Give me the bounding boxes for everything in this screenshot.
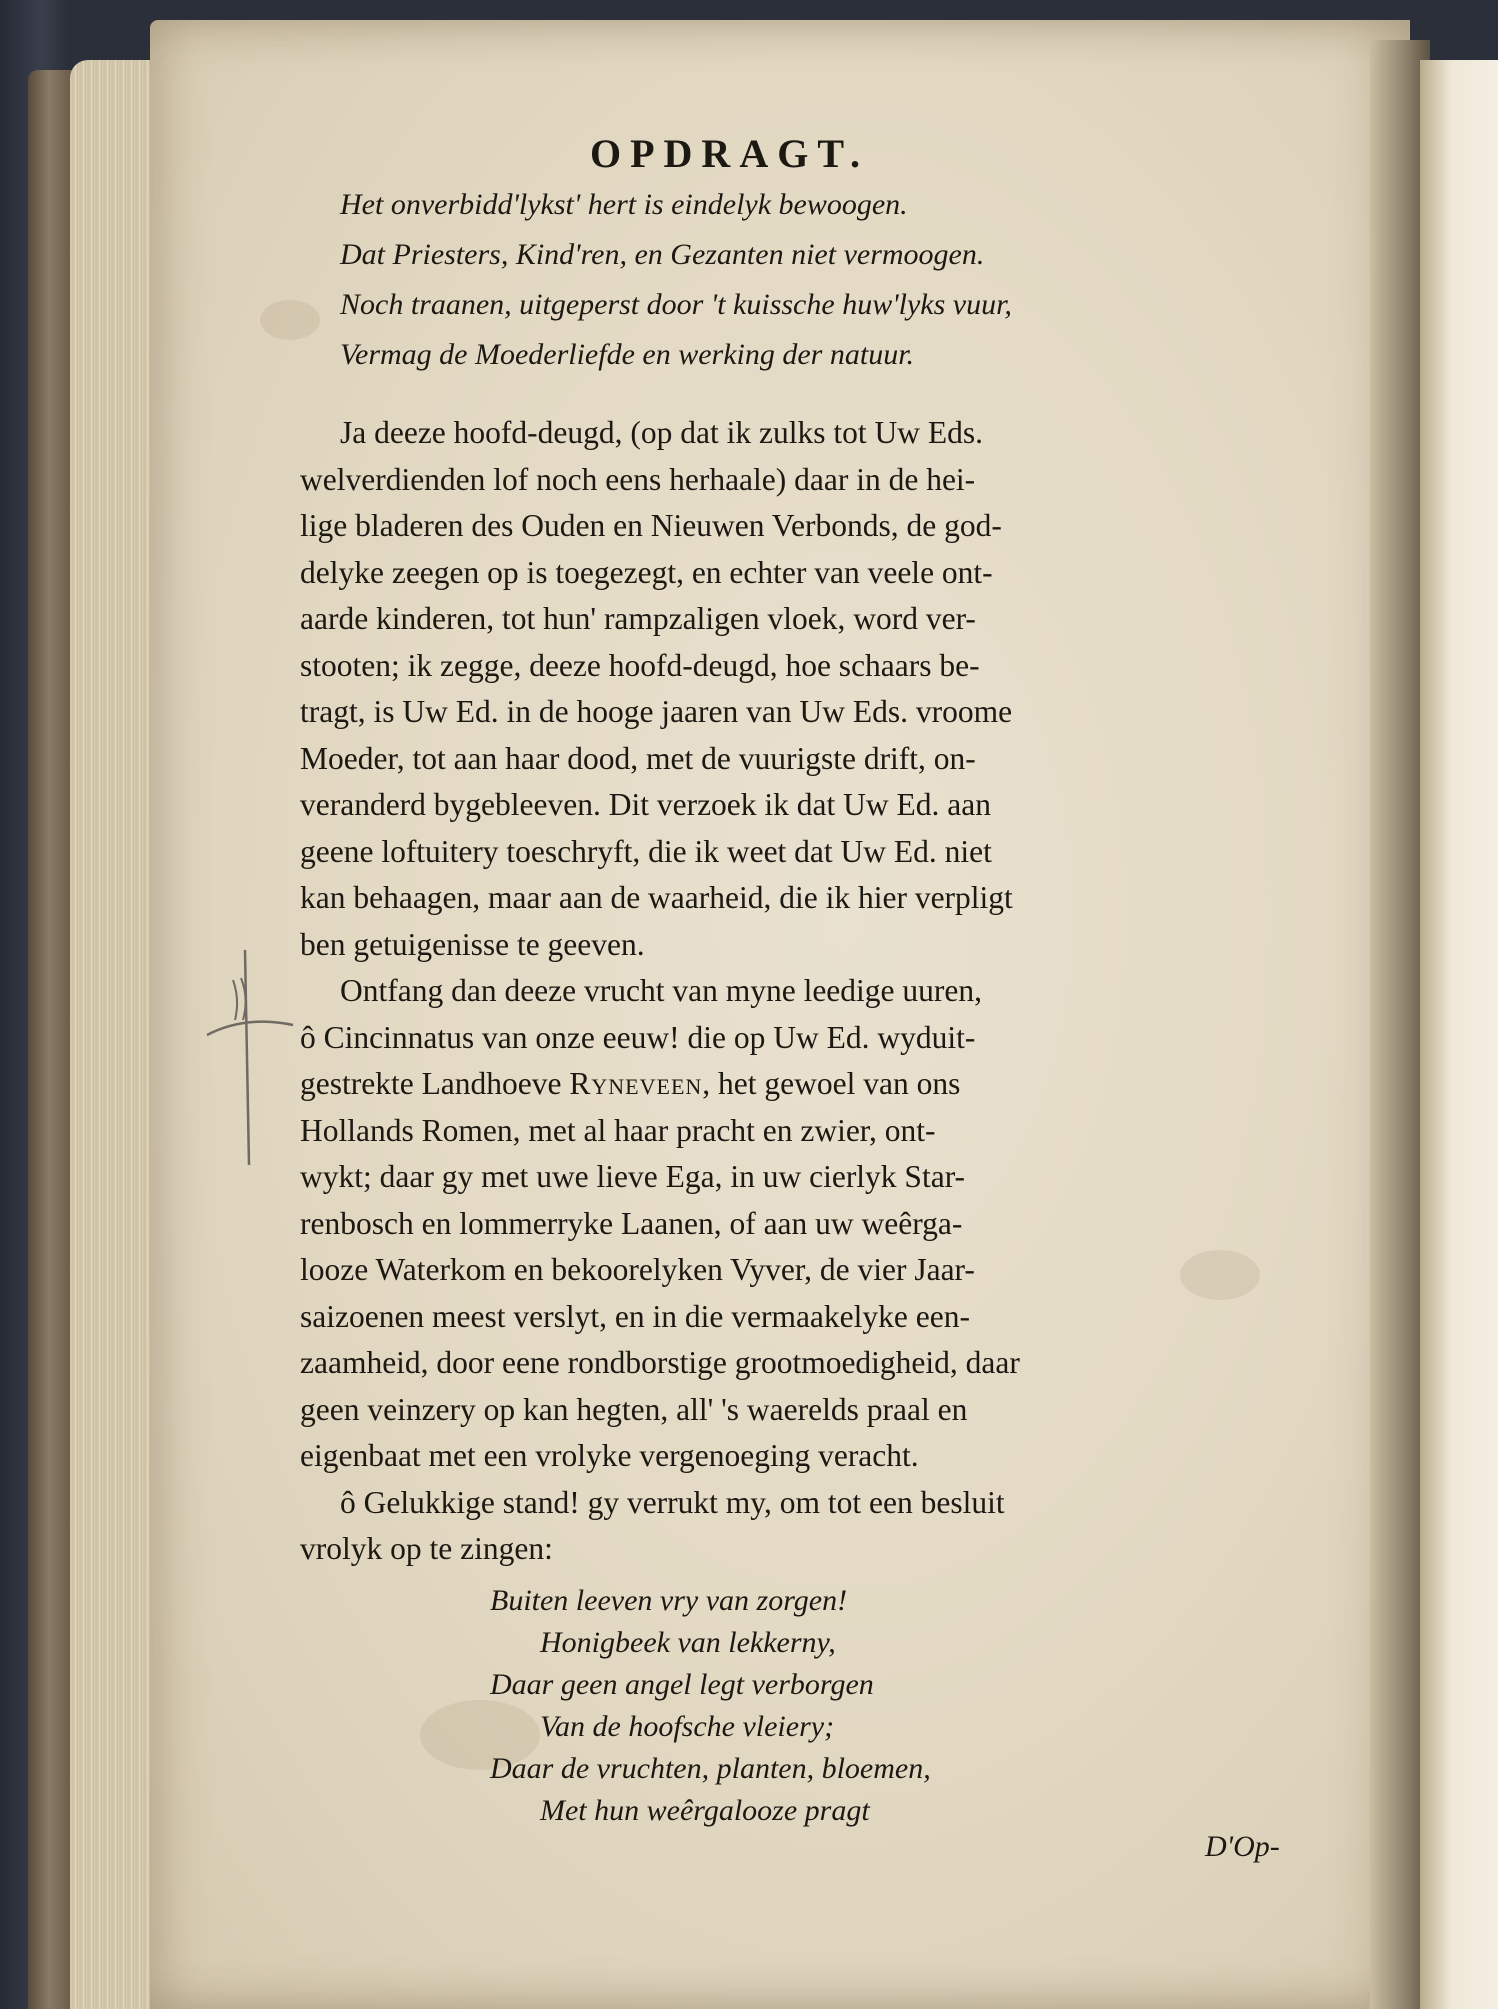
verse-line: Met hun weêrgalooze pragt <box>540 1794 870 1827</box>
prose-line-text: zaamheid, door eene rondborstige grootmoedigheid, daar <box>300 1345 1020 1380</box>
prose-line <box>300 596 1340 643</box>
prose-line-text: Moeder, tot aan haar dood, met de vuurigste drift, on- <box>300 740 976 776</box>
verse-line: Daar geen angel legt verborgen <box>490 1668 874 1701</box>
verse-line: Noch traanen, uitgeperst door 't kuissche huw'lyks vuur, <box>340 288 1012 321</box>
prose-line <box>300 1433 1340 1480</box>
prose-line-text: welverdienden lof noch eens herhaale) daar in de hei- <box>300 461 976 497</box>
prose-line-text: Hollands Romen, met al haar pracht en zwier, ont- <box>300 1112 936 1148</box>
prose-line-text: renbosch en lommerryke Laanen, of aan uw weêrga- <box>300 1205 963 1241</box>
prose-line-text: eigenbaat met een vrolyke vergenoeging veracht. <box>300 1438 919 1473</box>
prose-line <box>300 1294 1340 1341</box>
prose-line <box>300 1061 1340 1108</box>
prose-line-rest: , het gewoel van ons <box>702 1066 961 1101</box>
verse-line: Vermag de Moederliefde en werking der natuur. <box>340 338 915 371</box>
prose-line-text: gestrekte Landhoeve <box>300 1066 562 1101</box>
prose-line <box>300 1247 1340 1294</box>
verse-bottom <box>490 1580 931 1832</box>
prose-line <box>300 1340 1340 1387</box>
prose-line <box>300 875 1340 922</box>
prose-line <box>300 1108 1340 1155</box>
prose-line-text: lige bladeren des Ouden en Nieuwen Verbonds, de god- <box>300 508 1002 543</box>
verse-line: Buiten leeven vry van zorgen! <box>490 1584 848 1617</box>
verse-line: Het onverbidd'lykst' hert is eindelyk bewoogen. <box>340 188 908 221</box>
verse-line: Van de hoofsche vleiery; <box>540 1710 835 1743</box>
facing-page-edge <box>1420 60 1498 2009</box>
catchword: D'Op- <box>1205 1830 1280 1863</box>
prose-line <box>300 457 1340 504</box>
foxing-spot <box>260 300 320 340</box>
prose-line <box>300 782 1340 829</box>
prose-line <box>300 922 1340 969</box>
prose-block <box>300 410 1340 1573</box>
prose-line <box>300 1154 1340 1201</box>
prose-line-text: ô Cincinnatus van onze eeuw! die op Uw Ed. wyduit- <box>300 1019 976 1055</box>
prose-line-text: tragt, is Uw Ed. in de hooge jaaren van Uw Eds. vroome <box>300 694 1013 729</box>
prose-line <box>300 410 1340 457</box>
prose-line <box>300 1387 1340 1434</box>
prose-line-text: geene loftuitery toeschryft, die ik weet dat Uw Ed. niet <box>300 833 992 869</box>
prose-line-text: geen veinzery op kan hegten, all' 's waerelds praal en <box>300 1391 968 1427</box>
prose-line <box>300 829 1340 876</box>
prose-line <box>300 968 1340 1015</box>
page-heading: OPDRAGT. <box>590 131 870 176</box>
verse-top <box>340 180 1012 380</box>
prose-line-text: stooten; ik zegge, deeze hoofd-deugd, hoe schaars be- <box>300 647 980 683</box>
estate-name: Ryneveen <box>569 1066 703 1101</box>
prose-line-text: saizoenen meest verslyt, en in die vermaakelyke een- <box>300 1298 970 1334</box>
prose-line <box>300 643 1340 690</box>
prose-line-text: looze Waterkom en bekoorelyken Vyver, de vier Jaar- <box>300 1252 975 1287</box>
prose-line-text: vrolyk op te zingen: <box>300 1531 553 1566</box>
prose-line-text: Ontfang dan deeze vrucht van myne leedige uuren, <box>340 973 982 1008</box>
prose-line-text: veranderd bygebleeven. Dit verzoek ik dat Uw Ed. aan <box>300 787 991 822</box>
prose-line-text: Ja deeze hoofd-deugd, (op dat ik zulks tot Uw Eds. <box>340 415 983 450</box>
prose-line-text: kan behaagen, maar aan de waarheid, die ik hier verpligt <box>300 880 1013 915</box>
prose-line-text: ô Gelukkige stand! gy verrukt my, om tot een besluit <box>340 1484 1005 1520</box>
verse-line: Honigbeek van lekkerny, <box>540 1626 836 1659</box>
prose-line <box>300 1480 1340 1527</box>
prose-line-text: delyke zeegen op is toegezegt, en echter van veele ont- <box>300 554 993 590</box>
prose-line-text: ben getuigenisse te geeven. <box>300 926 645 962</box>
prose-line-text: aarde kinderen, tot hun' rampzaligen vloek, word ver- <box>300 601 976 636</box>
prose-line <box>300 1526 1340 1573</box>
prose-line <box>300 1015 1340 1062</box>
pencil-mark <box>205 940 295 1180</box>
verse-line: Daar de vruchten, planten, bloemen, <box>490 1752 931 1785</box>
prose-line <box>300 550 1340 597</box>
prose-line-text: wykt; daar gy met uwe lieve Ega, in uw cierlyk Star- <box>300 1159 966 1194</box>
verse-line: Dat Priesters, Kind'ren, en Gezanten niet vermoogen. <box>340 238 985 271</box>
prose-line <box>300 736 1340 783</box>
prose-line <box>300 1201 1340 1248</box>
prose-line <box>300 503 1340 550</box>
prose-line <box>300 689 1340 736</box>
